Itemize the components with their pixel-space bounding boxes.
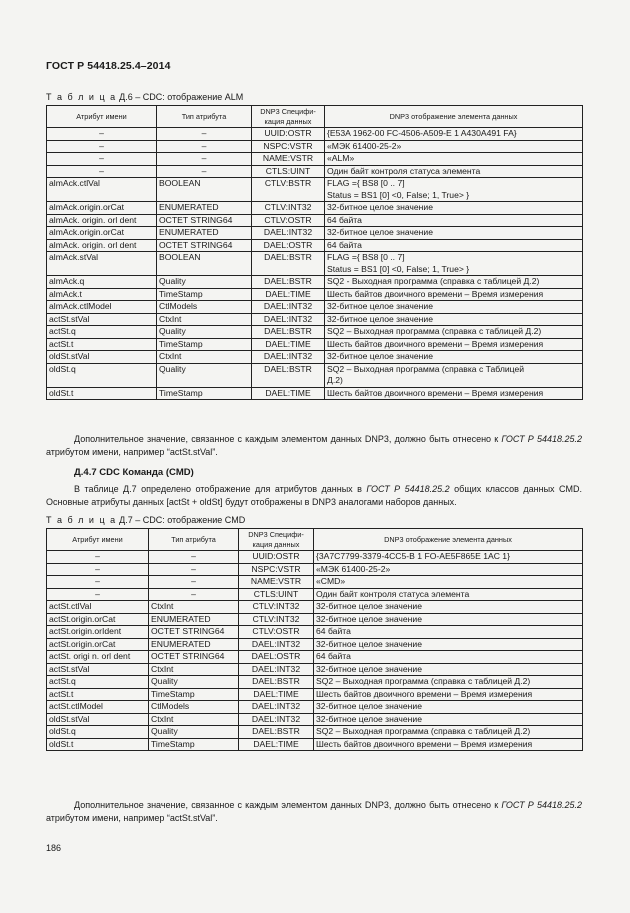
table-cell: 32-битное целое значение — [325, 301, 583, 314]
table-d7 — [46, 528, 583, 751]
table-row — [47, 363, 583, 387]
table-cell: – — [47, 128, 157, 141]
table-cell: – — [149, 576, 239, 589]
table-cell: – — [47, 551, 149, 564]
table-cell: DAEL:INT32 — [239, 713, 314, 726]
table-cell: actSt. origi n. orl dent — [47, 651, 149, 664]
table-cell: – — [47, 165, 157, 178]
table-cell: TimeStamp — [149, 688, 239, 701]
table-cell: – — [47, 576, 149, 589]
table-cell: Шесть байтов двоичного времени – Время измерения — [325, 387, 583, 400]
table-cell: Шесть байтов двоичного времени – Время измерения — [325, 288, 583, 301]
table-row — [47, 651, 583, 664]
table-cell: SQ2 – Выходная программа (справка с таблицей Д.2) — [325, 326, 583, 339]
table-cell: CtxInt — [149, 713, 239, 726]
table-cell: 64 байта — [314, 626, 583, 639]
table-cell: actSt.stVal — [47, 663, 149, 676]
table-cell: 64 байта — [314, 651, 583, 664]
table-row — [47, 326, 583, 339]
table-cell: oldSt.stVal — [47, 713, 149, 726]
table-cell: DAEL:BSTR — [239, 676, 314, 689]
table-row — [47, 239, 583, 252]
table-cell: CtxInt — [157, 313, 252, 326]
table-cell: Quality — [149, 676, 239, 689]
table-cell: FLAG ={ BS8 [0 .. 7] Status = BS1 [0] <0, False; 1, True> } — [325, 178, 583, 202]
table-cell: UUID:OSTR — [252, 128, 325, 141]
table-cell: ENUMERATED — [157, 202, 252, 215]
table-row — [47, 663, 583, 676]
table-cell: 32-битное целое значение — [314, 613, 583, 626]
table-row — [47, 701, 583, 714]
table-cell: TimeStamp — [157, 288, 252, 301]
standard-reference: ГОСТ Р 54418.25.2 — [501, 800, 582, 810]
table-cell: – — [149, 588, 239, 601]
table-cell: OCTET STRING64 — [149, 626, 239, 639]
table-cell: almAck.q — [47, 276, 157, 289]
table-cell: 64 байта — [325, 214, 583, 227]
table-cell: oldSt.t — [47, 387, 157, 400]
table-row — [47, 738, 583, 751]
table-row — [47, 563, 583, 576]
table-cell: oldSt.q — [47, 726, 149, 739]
table-cell: CTLS:UINT — [252, 165, 325, 178]
table-cell: BOOLEAN — [157, 178, 252, 202]
table-cell: – — [47, 153, 157, 166]
column-header: Тип атрибута — [149, 529, 239, 551]
table-cell: – — [47, 563, 149, 576]
table-cell: actSt.t — [47, 338, 157, 351]
table-cell: 32-битное целое значение — [314, 638, 583, 651]
table-cell: BOOLEAN — [157, 252, 252, 276]
table-cell: CTLV:OSTR — [239, 626, 314, 639]
table-header-row — [47, 106, 583, 128]
table-cell: DAEL:INT32 — [252, 351, 325, 364]
table-cell: actSt.ctlModel — [47, 701, 149, 714]
table-cell: DAEL:BSTR — [252, 326, 325, 339]
table-cell: Шесть байтов двоичного времени – Время измерения — [314, 738, 583, 751]
table-cell: 64 байта — [325, 239, 583, 252]
table-cell: oldSt.stVal — [47, 351, 157, 364]
table-cell: SQ2 - Выходная программа (справка с таблицей Д.2) — [325, 276, 583, 289]
table-cell: OCTET STRING64 — [157, 239, 252, 252]
table-cell: DAEL:BSTR — [252, 363, 325, 387]
column-header: DNP3 отображение элемента данных — [325, 106, 583, 128]
table-row — [47, 351, 583, 364]
table-cell: SQ2 – Выходная программа (справка с таблицей Д.2) — [314, 676, 583, 689]
table-row — [47, 165, 583, 178]
table-cell: TimeStamp — [149, 738, 239, 751]
table-cell: Quality — [149, 726, 239, 739]
table-cell: 32-битное целое значение — [314, 663, 583, 676]
table-cell: almAck.origin.orCat — [47, 202, 157, 215]
table-header-row — [47, 529, 583, 551]
table-row — [47, 276, 583, 289]
column-header: DNP3 Специфи- кация данных — [239, 529, 314, 551]
table-cell: 32-битное целое значение — [325, 227, 583, 240]
table-cell: almAck. origin. orl dent — [47, 239, 157, 252]
table-row — [47, 301, 583, 314]
column-header: Атрибут имени — [47, 106, 157, 128]
page-number: 186 — [46, 843, 62, 853]
table-row — [47, 387, 583, 400]
table-row — [47, 288, 583, 301]
table-cell: TimeStamp — [157, 338, 252, 351]
column-header: Атрибут имени — [47, 529, 149, 551]
table-row — [47, 338, 583, 351]
table-cell: DAEL:OSTR — [252, 239, 325, 252]
table-cell: CTLS:UINT — [239, 588, 314, 601]
column-header: DNP3 Специфи- кация данных — [252, 106, 325, 128]
table-cell: – — [157, 165, 252, 178]
table-cell: Quality — [157, 276, 252, 289]
table-cell: actSt.q — [47, 326, 157, 339]
table-row — [47, 178, 583, 202]
table-row — [47, 626, 583, 639]
table-row — [47, 613, 583, 626]
table-cell: 32-битное целое значение — [325, 351, 583, 364]
table-cell: NSPC:VSTR — [252, 140, 325, 153]
paragraph-d6-note: Дополнительное значение, связанное с каждым элементом данных DNP3, должно быть отнесено к ГОСТ Р 54418.25.2 атрибутом имени, например “actSt.stVal”. — [46, 434, 582, 457]
table-cell: DAEL:INT32 — [239, 638, 314, 651]
table-row — [47, 214, 583, 227]
table-row — [47, 638, 583, 651]
column-header: DNP3 отображение элемента данных — [314, 529, 583, 551]
paragraph-d7-note: Дополнительное значение, связанное с каждым элементом данных DNP3, должно быть отнесено к ГОСТ Р 54418.25.2 атрибутом имени, например “actSt.stVal”. — [46, 800, 582, 823]
table-cell: DAEL:TIME — [252, 288, 325, 301]
table-row — [47, 601, 583, 614]
table-row — [47, 588, 583, 601]
table-row — [47, 140, 583, 153]
table-cell: DAEL:INT32 — [239, 701, 314, 714]
table-cell: {E53A 1962-00 FC-4506-A509-E 1 A430A491 FA} — [325, 128, 583, 141]
table-cell: CTLV:INT32 — [252, 202, 325, 215]
table-cell: CtxInt — [157, 351, 252, 364]
section-title: Д.4.7 CDC Команда (CMD) — [74, 467, 194, 478]
table-cell: actSt.origin.orCat — [47, 613, 149, 626]
table-cell: almAck.stVal — [47, 252, 157, 276]
table-cell: CTLV:INT32 — [239, 613, 314, 626]
column-header: Тип атрибута — [157, 106, 252, 128]
table-cell: SQ2 – Выходная программа (справка с таблицей Д.2) — [314, 726, 583, 739]
table-cell: 32-битное целое значение — [314, 701, 583, 714]
table-cell: DAEL:BSTR — [239, 726, 314, 739]
paragraph-d7-intro: В таблице Д.7 определено отображение для атрибутов данных в ГОСТ Р 54418.25.2 общих классов данных CMD. Основные атрибуты данных [actSt + oldSt] будут отображены в DNP3 аналогами наборов данных. — [46, 484, 582, 507]
table-cell: CtxInt — [149, 601, 239, 614]
table-d6-caption: Т а б л и ц а Д.6 – CDC: отображение ALM — [46, 92, 244, 102]
table-row — [47, 576, 583, 589]
table-d7-caption: Т а б л и ц а Д.7 – CDC: отображение CMD — [46, 515, 246, 525]
standard-reference: ГОСТ Р 54418.25.2 — [501, 434, 582, 444]
table-cell: UUID:OSTR — [239, 551, 314, 564]
table-row — [47, 128, 583, 141]
table-row — [47, 313, 583, 326]
table-cell: SQ2 – Выходная программа (справка с Таблицей Д.2) — [325, 363, 583, 387]
table-cell: DAEL:INT32 — [252, 227, 325, 240]
standard-reference: ГОСТ Р 54418.25.2 — [366, 484, 450, 494]
table-cell: 32-битное целое значение — [325, 202, 583, 215]
table-cell: almAck.origin.orCat — [47, 227, 157, 240]
table-cell: DAEL:BSTR — [252, 276, 325, 289]
table-cell: CTLV:OSTR — [252, 214, 325, 227]
table-cell: OCTET STRING64 — [149, 651, 239, 664]
table-d6 — [46, 105, 583, 400]
document-header: ГОСТ Р 54418.25.4–2014 — [46, 60, 171, 72]
table-cell: Один байт контроля статуса элемента — [325, 165, 583, 178]
table-cell: – — [157, 128, 252, 141]
table-cell: NAME:VSTR — [252, 153, 325, 166]
table-cell: ENUMERATED — [157, 227, 252, 240]
table-row — [47, 252, 583, 276]
table-cell: TimeStamp — [157, 387, 252, 400]
table-cell: oldSt.t — [47, 738, 149, 751]
table-cell: NAME:VSTR — [239, 576, 314, 589]
table-cell: «CMD» — [314, 576, 583, 589]
table-cell: – — [157, 140, 252, 153]
table-cell: almAck.ctlModel — [47, 301, 157, 314]
table-cell: – — [149, 551, 239, 564]
table-cell: 32-битное целое значение — [314, 713, 583, 726]
table-cell: «МЭК 61400-25-2» — [325, 140, 583, 153]
table-cell: FLAG ={ BS8 [0 .. 7] Status = BS1 [0] <0, False; 1, True> } — [325, 252, 583, 276]
table-cell: actSt.t — [47, 688, 149, 701]
table-cell: actSt.ctlVal — [47, 601, 149, 614]
table-cell: CtlModels — [157, 301, 252, 314]
table-cell: ENUMERATED — [149, 638, 239, 651]
table-cell: {3A7C7799-3379-4CC5-B 1 FO-AE5F865E 1AC 1} — [314, 551, 583, 564]
table-cell: – — [149, 563, 239, 576]
table-cell: CtlModels — [149, 701, 239, 714]
table-cell: «МЭК 61400-25-2» — [314, 563, 583, 576]
table-cell: actSt.origin.orCat — [47, 638, 149, 651]
table-cell: Quality — [157, 363, 252, 387]
table-cell: DAEL:TIME — [252, 387, 325, 400]
table-row — [47, 227, 583, 240]
table-cell: DAEL:INT32 — [252, 313, 325, 326]
table-cell: almAck.ctlVal — [47, 178, 157, 202]
table-cell: DAEL:TIME — [252, 338, 325, 351]
table-cell: OCTET STRING64 — [157, 214, 252, 227]
table-row — [47, 726, 583, 739]
table-cell: DAEL:OSTR — [239, 651, 314, 664]
table-cell: DAEL:INT32 — [239, 663, 314, 676]
table-cell: 32-битное целое значение — [325, 313, 583, 326]
table-row — [47, 688, 583, 701]
table-cell: actSt.q — [47, 676, 149, 689]
table-cell: almAck. origin. orl dent — [47, 214, 157, 227]
table-row — [47, 676, 583, 689]
table-row — [47, 202, 583, 215]
table-cell: – — [157, 153, 252, 166]
table-cell: 32-битное целое значение — [314, 601, 583, 614]
table-row — [47, 551, 583, 564]
table-cell: – — [47, 140, 157, 153]
table-cell: actSt.stVal — [47, 313, 157, 326]
table-cell: almAck.t — [47, 288, 157, 301]
table-cell: oldSt.q — [47, 363, 157, 387]
table-cell: ENUMERATED — [149, 613, 239, 626]
table-cell: Один байт контроля статуса элемента — [314, 588, 583, 601]
table-cell: Шесть байтов двоичного времени – Время измерения — [325, 338, 583, 351]
table-cell: – — [47, 588, 149, 601]
table-cell: Шесть байтов двоичного времени – Время измерения — [314, 688, 583, 701]
table-cell: actSt.origin.orIdent — [47, 626, 149, 639]
table-row — [47, 153, 583, 166]
table-cell: DAEL:INT32 — [252, 301, 325, 314]
table-cell: CTLV:INT32 — [239, 601, 314, 614]
table-cell: DAEL:TIME — [239, 738, 314, 751]
table-cell: CTLV:BSTR — [252, 178, 325, 202]
table-cell: CtxInt — [149, 663, 239, 676]
table-cell: DAEL:TIME — [239, 688, 314, 701]
table-cell: «ALM» — [325, 153, 583, 166]
table-cell: DAEL:BSTR — [252, 252, 325, 276]
table-cell: NSPC:VSTR — [239, 563, 314, 576]
table-cell: Quality — [157, 326, 252, 339]
table-row — [47, 713, 583, 726]
